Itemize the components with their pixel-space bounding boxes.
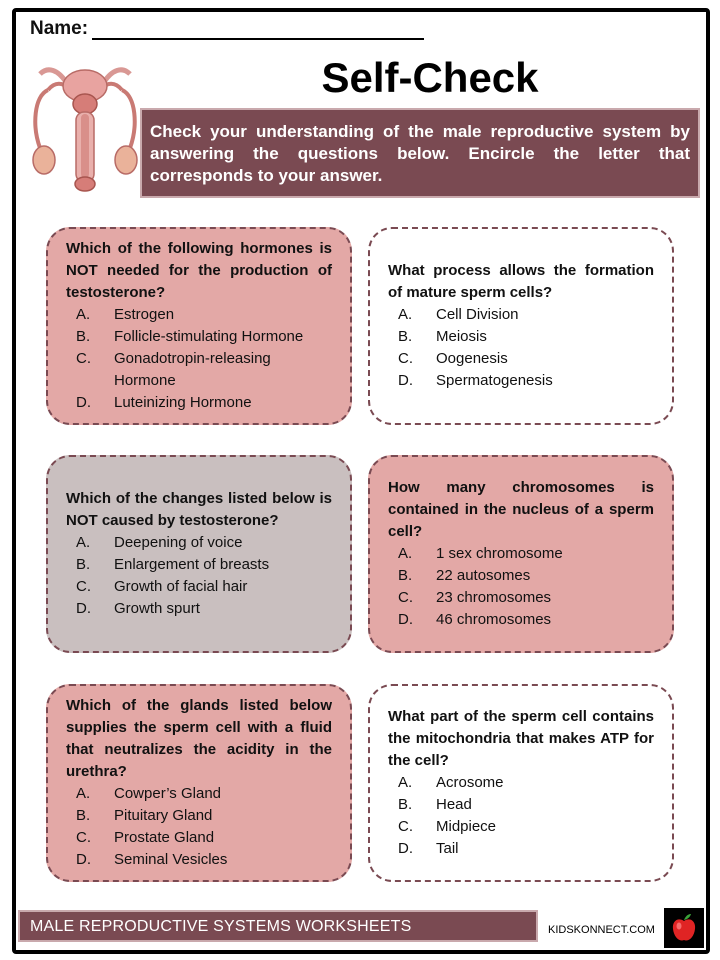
option-c[interactable]: C. Gonadotropin-releasing Hormone [76, 350, 271, 389]
instructions-box: Check your understanding of the male reproductive system by answering the questions below. Encircle the letter that corresponds to your answer. [140, 108, 700, 198]
question-card-1 [46, 227, 352, 425]
question-card-4 [368, 455, 674, 653]
option-list [66, 783, 332, 871]
male-reproductive-system-illustration [26, 56, 144, 196]
question-card-5 [46, 684, 352, 882]
site-credit: KIDSKONNECT.COM [548, 924, 655, 936]
option-b[interactable]: B. Head [398, 796, 472, 813]
option-d[interactable]: D. Growth spurt [76, 600, 200, 617]
question-card-3 [46, 455, 352, 653]
option-a[interactable]: A. 1 sex chromosome [398, 545, 563, 562]
name-write-line[interactable] [92, 38, 424, 40]
option-d[interactable]: D. Luteinizing Hormone [76, 394, 252, 411]
question-text: How many chromosomes is contained in the nucleus of a sperm cell? [388, 479, 654, 540]
option-d[interactable]: D. Spermatogenesis [398, 372, 553, 389]
option-list [388, 543, 654, 631]
option-b[interactable]: B. Pituitary Gland [76, 807, 213, 824]
option-c[interactable]: C. Growth of facial hair [76, 578, 248, 595]
option-d[interactable]: D. 46 chromosomes [398, 611, 552, 628]
option-a[interactable]: A. Cell Division [398, 306, 519, 323]
option-b[interactable]: B. 22 autosomes [398, 567, 531, 584]
question-text: Which of the changes listed below is NOT caused by testosterone? [66, 490, 332, 529]
option-c[interactable]: C. Oogenesis [398, 350, 508, 367]
question-text: Which of the glands listed below supplies the sperm cell with a fluid that neutralizes the acidity in the urethra? [66, 697, 332, 780]
logo-box [664, 908, 704, 948]
option-b[interactable]: B. Meiosis [398, 328, 487, 345]
option-a[interactable]: A. Acrosome [398, 774, 504, 791]
option-a[interactable]: A. Cowper’s Gland [76, 785, 221, 802]
option-c[interactable]: C. Prostate Gland [76, 829, 215, 846]
question-text: What part of the sperm cell contains the mitochondria that makes ATP for the cell? [388, 708, 654, 769]
name-label: Name: [30, 18, 89, 39]
question-card-2 [368, 227, 674, 425]
option-list [66, 304, 332, 414]
option-list [66, 532, 332, 620]
question-text: What process allows the formation of mature sperm cells? [388, 262, 654, 301]
option-d[interactable]: D. Tail [398, 840, 459, 857]
option-a[interactable]: A. Deepening of voice [76, 534, 243, 551]
option-list [388, 304, 654, 392]
option-list [388, 772, 654, 860]
option-d[interactable]: D. Seminal Vesicles [76, 851, 228, 868]
page-title: Self-Check [321, 54, 539, 101]
footer-banner: MALE REPRODUCTIVE SYSTEMS WORKSHEETS [18, 910, 538, 942]
option-b[interactable]: B. Enlargement of breasts [76, 556, 270, 573]
question-text: Which of the following hormones is NOT needed for the production of testosterone? [66, 240, 332, 301]
option-b[interactable]: B. Follicle-stimulating Hormone [76, 328, 304, 345]
apple-icon [664, 908, 704, 948]
option-a[interactable]: A. Estrogen [76, 306, 175, 323]
question-card-6 [368, 684, 674, 882]
option-c[interactable]: C. Midpiece [398, 818, 497, 835]
option-c[interactable]: C. 23 chromosomes [398, 589, 552, 606]
